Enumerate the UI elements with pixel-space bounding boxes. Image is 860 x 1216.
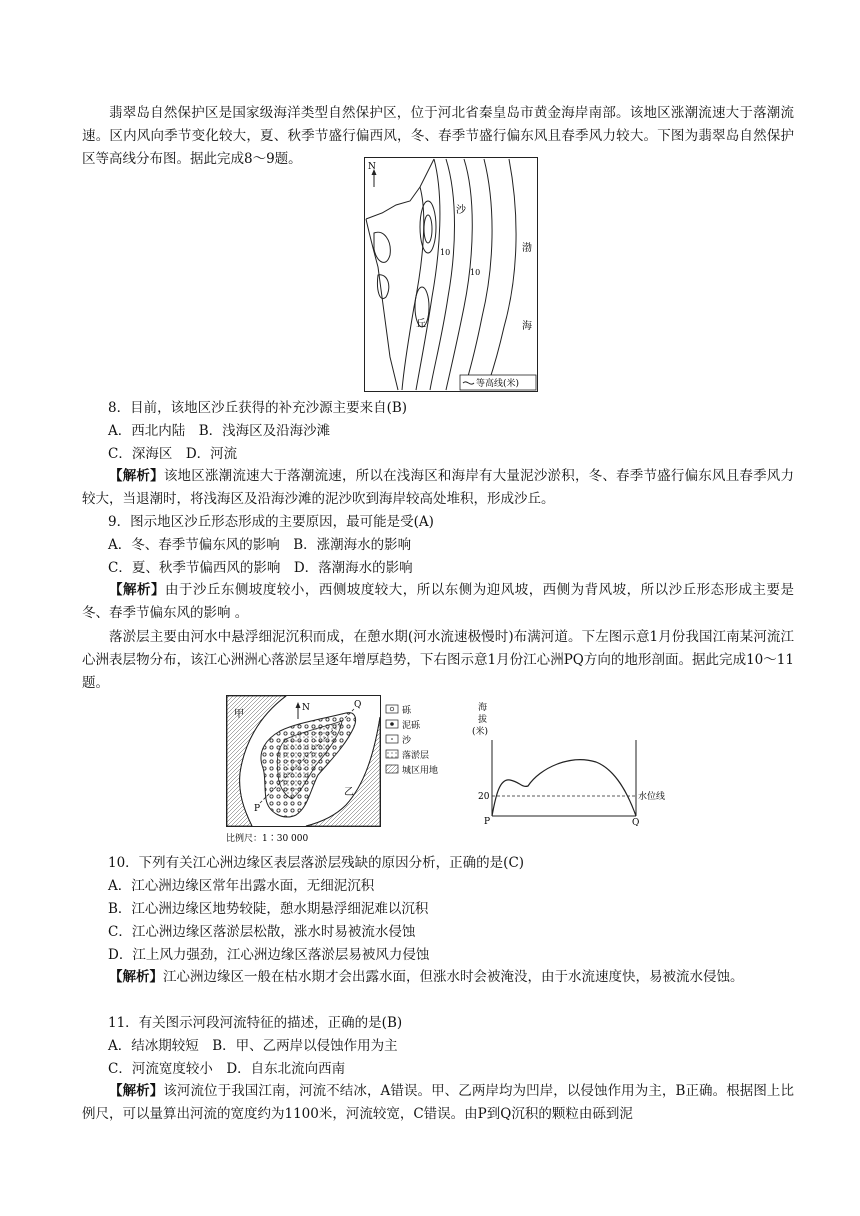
q8-options-cd: C．深海区 D．河流	[108, 446, 238, 462]
q10-stem: 10．下列有关江心洲边缘区表层落淤层残缺的原因分析，正确的是(C)	[108, 855, 525, 871]
q8-stem: 8．目前，该地区沙丘获得的补充沙源主要来自(B)	[108, 400, 408, 416]
q11-options-ab: A．结冰期较短 B．甲、乙两岸以侵蚀作用为主	[108, 1038, 398, 1054]
map1-legend-label: 等高线(米)	[476, 379, 520, 389]
profile-ylabel-2: 拔	[478, 715, 488, 725]
q11-analysis-text: 该河流位于我国江南，河流不结冰，A错误。甲、乙两岸均为凹岸，以侵蚀作用为主，B正确。根据图上比例尺，可以量算出河流的宽度约为1100米，河流较宽，C错误。由P到Q沉积的颗粒由砾到泥	[82, 1083, 795, 1122]
legend-mud-gravel: 泥砾	[402, 721, 421, 731]
q10-analysis-text: 江心洲边缘区一般在枯水期才会出露水面，但涨水时会被淹没，由于水流速度快，易被流水侵蚀。	[163, 969, 744, 985]
map1-label-hai: 海	[522, 321, 532, 332]
map2-north-label: N	[302, 703, 310, 713]
q11-analysis	[82, 1080, 794, 1126]
map2-label-jia: 甲	[234, 709, 244, 720]
river-island-map	[226, 695, 464, 850]
q9-options-cd: C．夏、秋季节偏西风的影响 D．落潮海水的影响	[108, 560, 413, 576]
q8-analysis	[82, 465, 794, 511]
legend-silt-layer: 落淤层	[402, 751, 430, 761]
map1-label-qiu: 丘	[416, 319, 426, 330]
legend-sand: 沙	[402, 736, 412, 746]
q11-stem: 11．有关图示河段河流特征的描述，正确的是(B)	[108, 1015, 403, 1031]
q9-analysis-label: 【解析】	[109, 582, 165, 598]
map1-label-bo: 渤	[522, 243, 532, 254]
q9-analysis	[82, 579, 794, 625]
q9-analysis-text: 由于沙丘东侧坡度较小，西侧坡度较大，所以东侧为迎风坡，西侧为背风坡，所以沙丘形态形成主要是冬、春季节偏东风的影响 。	[82, 582, 795, 621]
map2-scale: 比例尺：1∶30 000	[226, 834, 309, 844]
q10-option-d: D．江上风力强劲，江心洲边缘区落淤层易被风力侵蚀	[108, 947, 430, 963]
legend-urban-land: 城区用地	[402, 766, 439, 776]
q11-options-cd: C．河流宽度较小 D．自东北流向西南	[108, 1061, 346, 1077]
q11-analysis-label: 【解析】	[109, 1083, 164, 1099]
q10-analysis	[82, 966, 794, 989]
profile-waterline-label: 水位线	[638, 792, 666, 802]
map1-contour-label-1: 10	[440, 248, 451, 257]
q10-option-b: B．江心洲边缘区地势较陡，憩水期悬浮细泥难以沉积	[108, 901, 429, 917]
map1-contour-label-2: 10	[470, 268, 481, 277]
contour-map	[364, 157, 538, 392]
q10-option-a: A．江心洲边缘区常年出露水面，无细泥沉积	[108, 878, 375, 894]
profile-label-p: P	[484, 817, 491, 826]
terrain-profile	[470, 698, 670, 826]
profile-label-q: Q	[632, 818, 640, 826]
q10-analysis-label: 【解析】	[109, 969, 163, 985]
q9-stem: 9．图示地区沙丘形态形成的主要原因，最可能是受(A)	[108, 514, 434, 530]
q10-option-c: C．江心洲边缘区落淤层松散，涨水时易被流水侵蚀	[108, 924, 416, 940]
intro-paragraph-1: 翡翠岛自然保护区是国家级海洋类型自然保护区，位于河北省秦皇岛市黄金海岸南部。该地区涨潮流速大于落潮流速。区内风向季节变化较大，夏、秋季节盛行偏西风，冬、春季节盛行偏东风且春季风力较大。下图为翡翠岛自然保护区等高线分布图。据此完成8～9题。	[82, 105, 794, 167]
map2-label-yi: 乙	[344, 787, 354, 798]
river-island-map-figure	[226, 695, 464, 850]
profile-ylabel-1: 海	[478, 703, 488, 713]
profile-tick-20: 20	[478, 792, 490, 802]
map1-label-sha: 沙	[456, 205, 466, 216]
contour-map-figure	[364, 157, 538, 392]
q8-analysis-text: 该地区涨潮流速大于落潮流速，所以在浅海区和海岸有大量泥沙淤积，冬、春季节盛行偏东风且春季风力较大，当退潮时，将浅海区及沿海沙滩的泥沙吹到海岸较高处堆积，形成沙丘。	[82, 468, 795, 507]
q8-analysis-label: 【解析】	[109, 468, 164, 484]
q9-options-ab: A．冬、春季节偏东风的影响 B．涨潮海水的影响	[108, 537, 412, 553]
profile-ylabel-3: (米)	[472, 727, 489, 737]
q8-options-ab: A．西北内陆 B．浅海区及沿海沙滩	[108, 423, 331, 439]
map2-label-p: P	[254, 804, 261, 814]
map2-legend	[386, 704, 438, 776]
map2-label-q: Q	[354, 700, 362, 710]
map1-north-label: N	[368, 162, 376, 172]
intro-paragraph-2: 落淤层主要由河水中悬浮细泥沉积而成，在憩水期(河水流速极慢时)布满河道。下左图示意1月份我国江南某河流江心洲表层物分布，该江心洲洲心落淤层呈逐年增厚趋势，下右图示意1月份江心洲PQ方向的地形剖面。据此完成10～11题。	[82, 629, 794, 691]
legend-gravel: 砾	[402, 706, 412, 716]
profile-figure	[470, 698, 670, 826]
